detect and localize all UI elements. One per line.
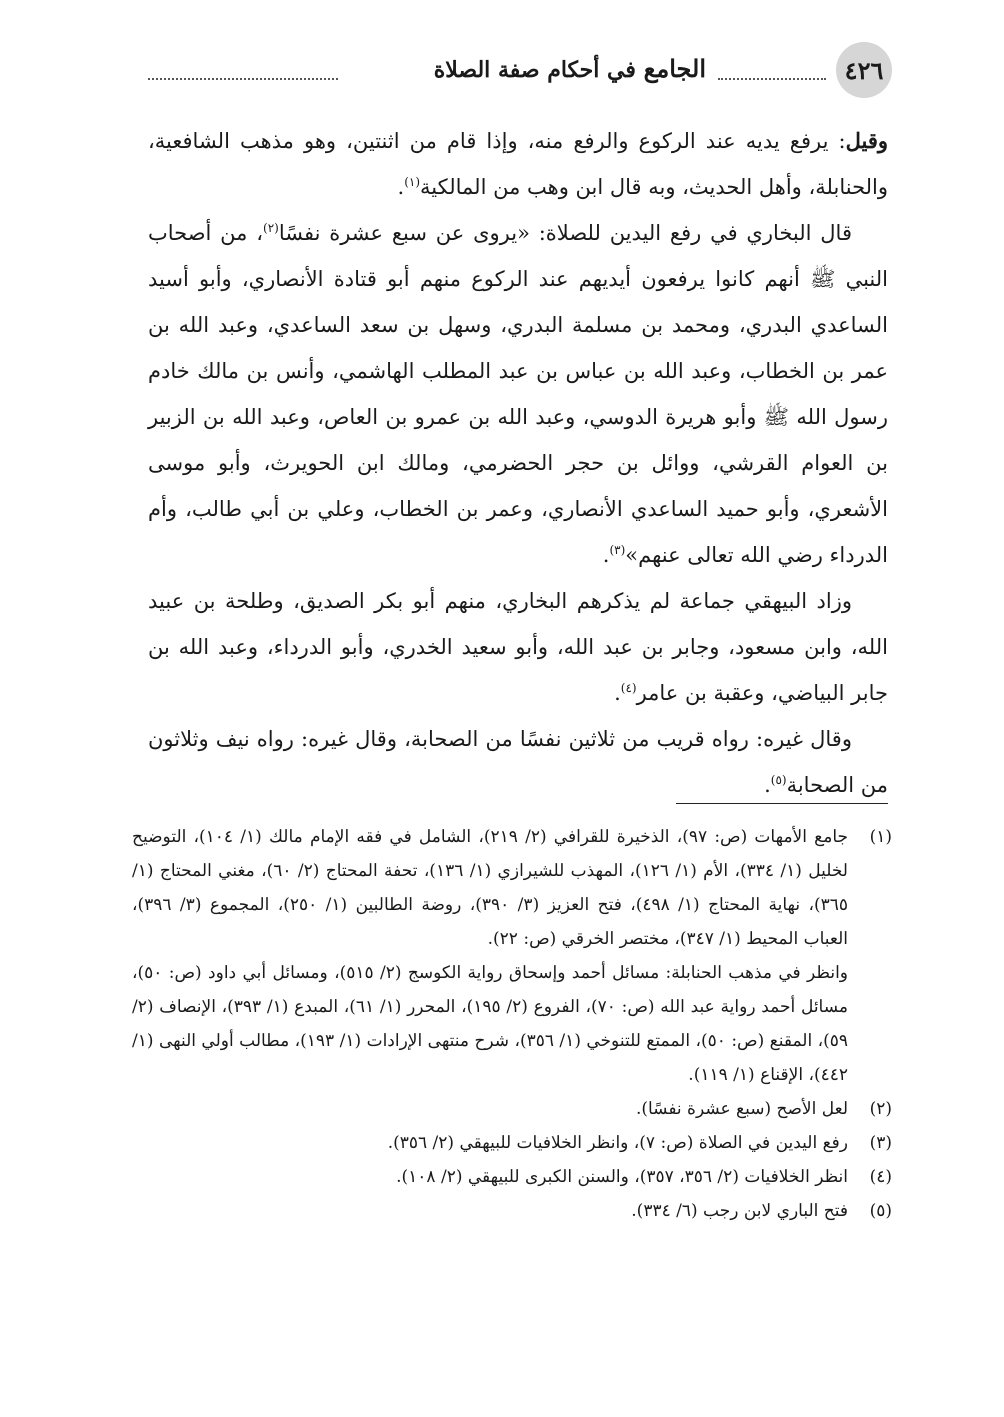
- footnote-ref-5[interactable]: (٥): [770, 773, 787, 787]
- footnote-text: جامع الأمهات (ص: ٩٧)، الذخيرة للقرافي (٢/ ٢١٩)، الشامل في فقه الإمام مالك (١/ ١٠٤)، التوضيح لخليل (١/ ٣٣٤)، الأم (١/ ١٢٦)، المهذب للشيرازي (١/ ١٣٦)، تحفة المحتاج (٢/ ٦٠)، مغني المحتاج (١/ ٣٦٥)، نهاية المحتاج (١/ ٤٩٨)، فتح العزيز (٣/ ٣٩٠)، روضة الطالبين (١/ ٢٥٠)، المجموع (٣/ ٣٩٦)، العباب المحيط (١/ ٣٤٧)، مختصر الخرقي (ص: ٢٢).: [132, 827, 849, 949]
- footnotes: [132, 820, 892, 1228]
- footnote-ref-3[interactable]: (٣): [609, 543, 626, 557]
- paragraph-1-text: : يرفع يديه عند الركوع والرفع منه، وإذا قام من اثنتين، وهو مذهب الشافعية، والحنابلة، وأهل الحديث، وبه قال ابن وهب من المالكية: [148, 129, 888, 199]
- footnote-text: رفع اليدين في الصلاة (ص: ٧)، وانظر الخلافيات للبيهقي (٢/ ٣٥٦).: [387, 1133, 848, 1153]
- paragraph-2-end: .: [602, 543, 610, 567]
- paragraph-3-end: .: [614, 681, 621, 705]
- header-dotted-leader-right: [718, 58, 826, 80]
- footnote-separator: [676, 803, 888, 804]
- footnote-text: فتح الباري لابن رجب (٦/ ٣٣٤).: [631, 1201, 848, 1221]
- footnote-3: [132, 1126, 892, 1160]
- page-header: [140, 42, 892, 104]
- paragraph-1-end: .: [397, 175, 405, 199]
- footnote-ref-4[interactable]: (٤): [620, 681, 637, 695]
- footnote-number: (٤): [869, 1167, 892, 1187]
- footnote-number: (٥): [869, 1201, 892, 1221]
- footnote-1-continuation: وانظر في مذهب الحنابلة: مسائل أحمد وإسحاق رواية الكوسج (٢/ ٥١٥)، ومسائل أبي داود (ص: ٥٠)، مسائل أحمد رواية عبد الله (ص: ٧٠)، الفروع (٢/ ١٩٥)، المحرر (١/ ٦١)، المبدع (١/ ٣٩٣)، الإنصاف (٢/ ٥٩)، المقنع (ص: ٥٠)، الممتع للتنوخي (١/ ٣٥٦)، شرح منتهى الإرادات (١/ ١٩٣)، مطالب أولي النهى (١/ ٤٤٢)، الإقناع (١/ ١١٩).: [132, 963, 849, 1085]
- footnote-1: [132, 820, 892, 956]
- page-number-badge: [836, 42, 892, 98]
- main-text: [148, 118, 888, 808]
- footnote-5: [132, 1194, 892, 1228]
- footnote-text: انظر الخلافيات (٢/ ٣٥٦، ٣٥٧)، والسنن الكبرى للبيهقي (٢/ ١٠٨).: [396, 1167, 848, 1187]
- page-number: ٤٢٦: [844, 55, 884, 85]
- footnote-ref-2[interactable]: (٢): [263, 221, 279, 235]
- paragraph-4-end: .: [764, 773, 771, 797]
- footnote-4: [132, 1160, 892, 1194]
- running-title-rest: في أحكام صفة الصلاة: [433, 57, 636, 83]
- paragraph-4: [148, 716, 888, 808]
- footnote-2: [132, 1092, 892, 1126]
- paragraph-2-text-b: ، من أصحاب النبي ﷺ أنهم كانوا يرفعون أيديهم عند الركوع منهم أبو قتادة الأنصاري، وأبو أسيد الساعدي البدري، ومحمد بن مسلمة البدري، وسهل بن سعد الساعدي، وعبد الله بن عمر بن الخطاب، وعبد الله بن عباس بن عبد المطلب الهاشمي، وأنس بن مالك خادم رسول الله ﷺ وأبو هريرة الدوسي، وعبد الله بن عمرو بن العاص، وعبد الله بن الزبير بن العوام القرشي، ووائل بن حجر الحضرمي، ومالك ابن الحويرث، وأبو موسى الأشعري، وأبو حميد الساعدي الأنصاري، وعمر بن الخطاب، وعلي بن أبي طالب، وأم الدرداء رضي الله تعالى عنهم»: [148, 221, 888, 567]
- footnote-number: (٢): [869, 1099, 892, 1119]
- running-title-main: الجامع: [643, 54, 706, 83]
- footnote-number: (٣): [869, 1133, 892, 1153]
- paragraph-1: [148, 118, 888, 210]
- header-dotted-leader-left: [148, 58, 338, 80]
- footnote-text: لعل الأصح (سبع عشرة نفسًا).: [635, 1099, 848, 1119]
- paragraph-2: [148, 210, 888, 578]
- running-title: [434, 54, 706, 83]
- footnote-number: (١): [869, 827, 892, 847]
- paragraph-4-text: وقال غيره: رواه قريب من ثلاثين نفسًا من الصحابة، وقال غيره: رواه نيف وثلاثون من الصحابة: [148, 727, 888, 797]
- paragraph-1-lead: وقيل: [845, 128, 888, 153]
- paragraph-3: [148, 578, 888, 716]
- paragraph-2-text-a: قال البخاري في رفع اليدين للصلاة: «يروى عن سبع عشرة نفسًا: [278, 221, 852, 245]
- footnote-ref-1[interactable]: (١): [404, 175, 421, 189]
- paragraph-3-text: وزاد البيهقي جماعة لم يذكرهم البخاري، منهم أبو بكر الصديق، وطلحة بن عبيد الله، وابن مسعود، وجابر بن عبد الله، وأبو سعيد الخدري، وأبو الدرداء، وعبد الله بن جابر البياضي، وعقبة بن عامر: [148, 589, 888, 705]
